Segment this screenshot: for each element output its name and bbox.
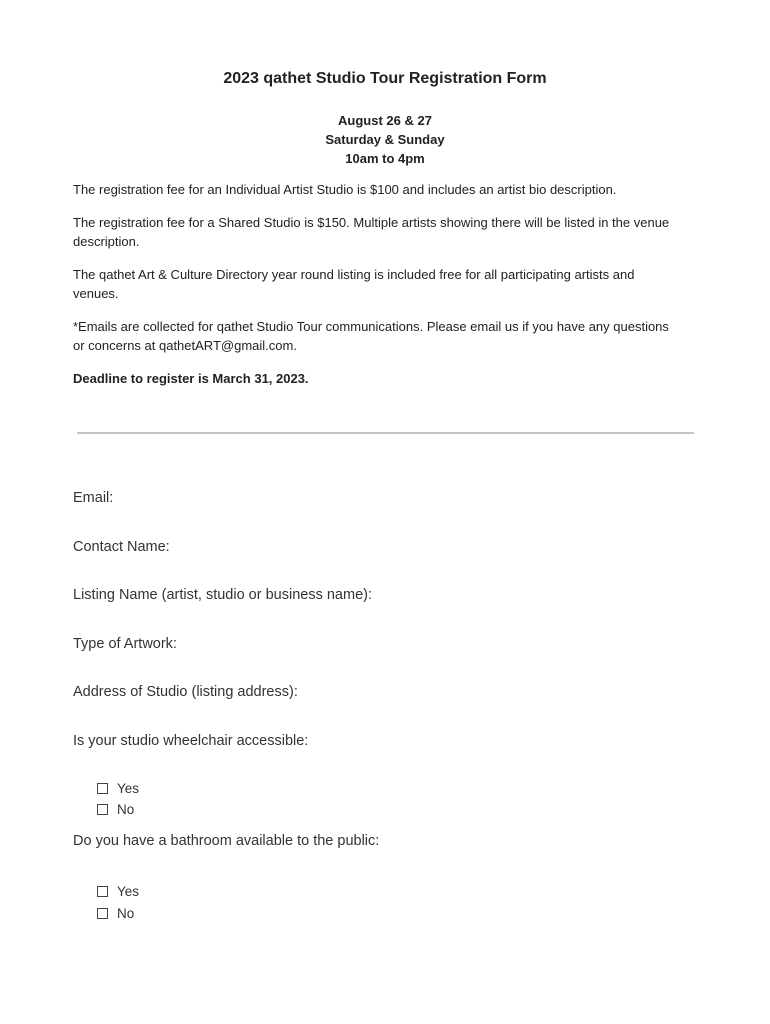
wheelchair-yes-option[interactable] [97,780,139,796]
event-info [0,111,770,168]
section-divider [77,432,694,434]
shared-fee-text: The registration fee for a Shared Studio is $150. Multiple artists showing there will be listed in the venue description. [73,215,670,249]
emails-note-text: *Emails are collected for qathet Studio Tour communications. Please email us if you have any questions or concerns at qathetART@gmail.com. [73,319,669,353]
wheelchair-no-option[interactable] [97,801,134,817]
bathroom-no-option[interactable] [97,905,134,921]
event-hours: 10am to 4pm [345,151,425,166]
artwork-type-field-label[interactable]: Type of Artwork: [73,636,177,652]
wheelchair-yes-label: Yes [117,780,140,796]
deadline-text: Deadline to register is March 31, 2023. [73,371,309,386]
individual-fee-text: The registration fee for an Individual Artist Studio is $100 and includes an artist bio description. [73,182,617,197]
email-field-label[interactable]: Email: [73,490,114,506]
wheelchair-question: Is your studio wheelchair accessible: [73,733,309,749]
wheelchair-no-label: No [117,801,135,817]
bathroom-question: Do you have a bathroom available to the public: [73,833,380,849]
form-title: 2023 qathet Studio Tour Registration Form [223,70,547,87]
bathroom-yes-label: Yes [117,883,140,899]
wheelchair-no-checkbox[interactable] [97,804,108,815]
listing-name-field-label[interactable]: Listing Name (artist, studio or business name): [73,587,372,603]
bathroom-no-checkbox[interactable] [97,908,108,919]
contact-name-field-label[interactable]: Contact Name: [73,539,170,555]
bathroom-yes-option[interactable] [97,883,139,899]
directory-text: The qathet Art & Culture Directory year round listing is included free for all participating artists and venues. [73,267,635,301]
bathroom-yes-checkbox[interactable] [97,886,108,897]
event-days: Saturday & Sunday [325,132,445,147]
event-dates: August 26 & 27 [338,113,432,128]
wheelchair-yes-checkbox[interactable] [97,783,108,794]
bathroom-no-label: No [117,905,135,921]
studio-address-field-label[interactable]: Address of Studio (listing address): [73,684,298,700]
